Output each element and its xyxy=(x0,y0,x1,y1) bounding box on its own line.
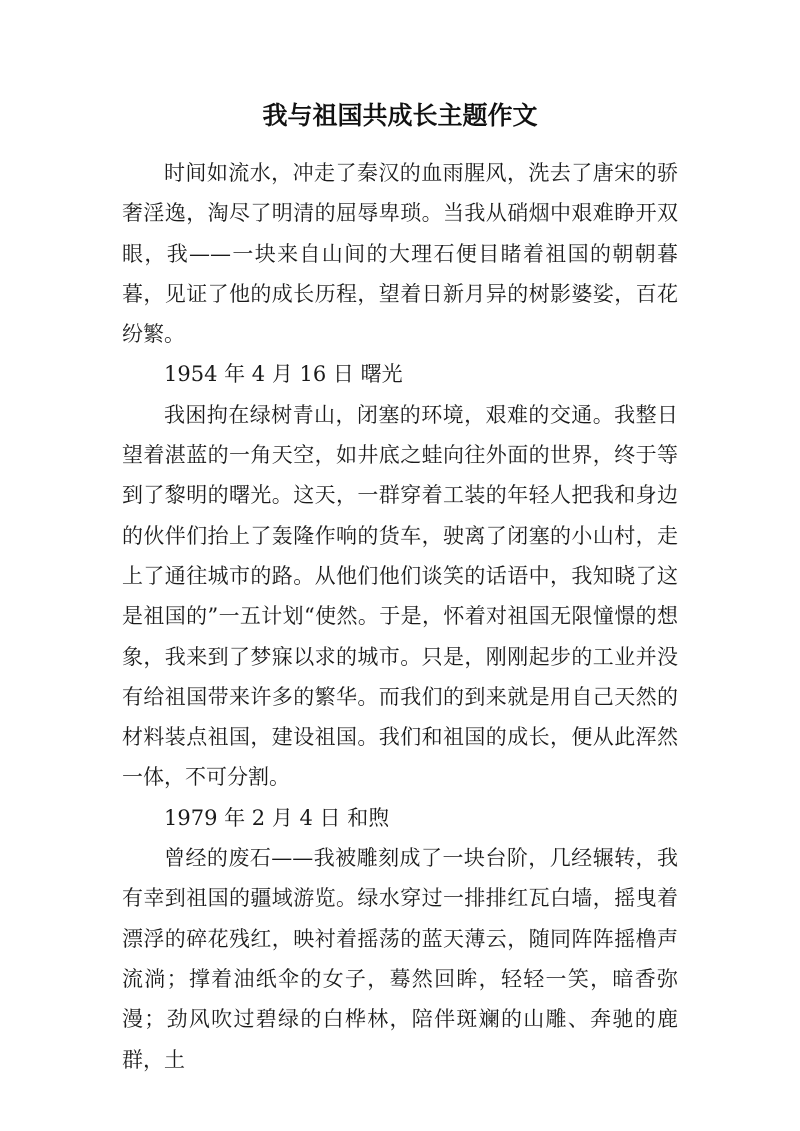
document-title: 我与祖国共成长主题作文 xyxy=(262,101,538,130)
paragraph-1954: 我困拘在绿树青山，闭塞的环境，艰难的交通。我整日望着湛蓝的一角天空，如井底之蛙向往外面的世界，终于等到了黎明的曙光。这天，一群穿着工装的年轻人把我和身边的伙伴们抬上了轰隆作响的货车，驶离了闭塞的小山村，走上了通往城市的路。从他们他们谈笑的话语中，我知晓了这是祖国的”一五计划“使然。于是，怀着对祖国无限憧憬的想象，我来到了梦寐以求的城市。只是，刚刚起步的工业并没有给祖国带来许多的繁华。而我们的到来就是用自己天然的材料装点祖国，建设祖国。我们和祖国的成长，便从此浑然一体，不可分割。 xyxy=(122,402,678,790)
paragraph-1979: 曾经的废石——我被雕刻成了一块台阶，几经辗转，我有幸到祖国的疆域游览。绿水穿过一排排红瓦白墙，摇曳着漂浮的碎花残红，映衬着摇荡的蓝天薄云，随同阵阵摇橹声流淌；撑着油纸伞的女子，蓦然回眸，轻轻一笑，暗香弥漫；劲风吹过碧绿的白桦林，陪伴斑斓的山雕、奔驰的鹿群，土 xyxy=(122,846,678,1072)
dateline-1954: 1954 年 4 月 16 日 曙光 xyxy=(164,362,403,387)
document-body xyxy=(122,153,678,1080)
dateline-1979: 1979 年 2 月 4 日 和煦 xyxy=(164,805,390,830)
paragraph-intro: 时间如流水，冲走了秦汉的血雨腥风，洗去了唐宋的骄奢淫逸，淘尽了明清的屈辱卑琐。当我从硝烟中艰难睁开双眼，我——一块来自山间的大理石便目睹着祖国的朝朝暮暮，见证了他的成长历程，望着日新月异的树影婆娑，百花纷繁。 xyxy=(122,161,678,347)
